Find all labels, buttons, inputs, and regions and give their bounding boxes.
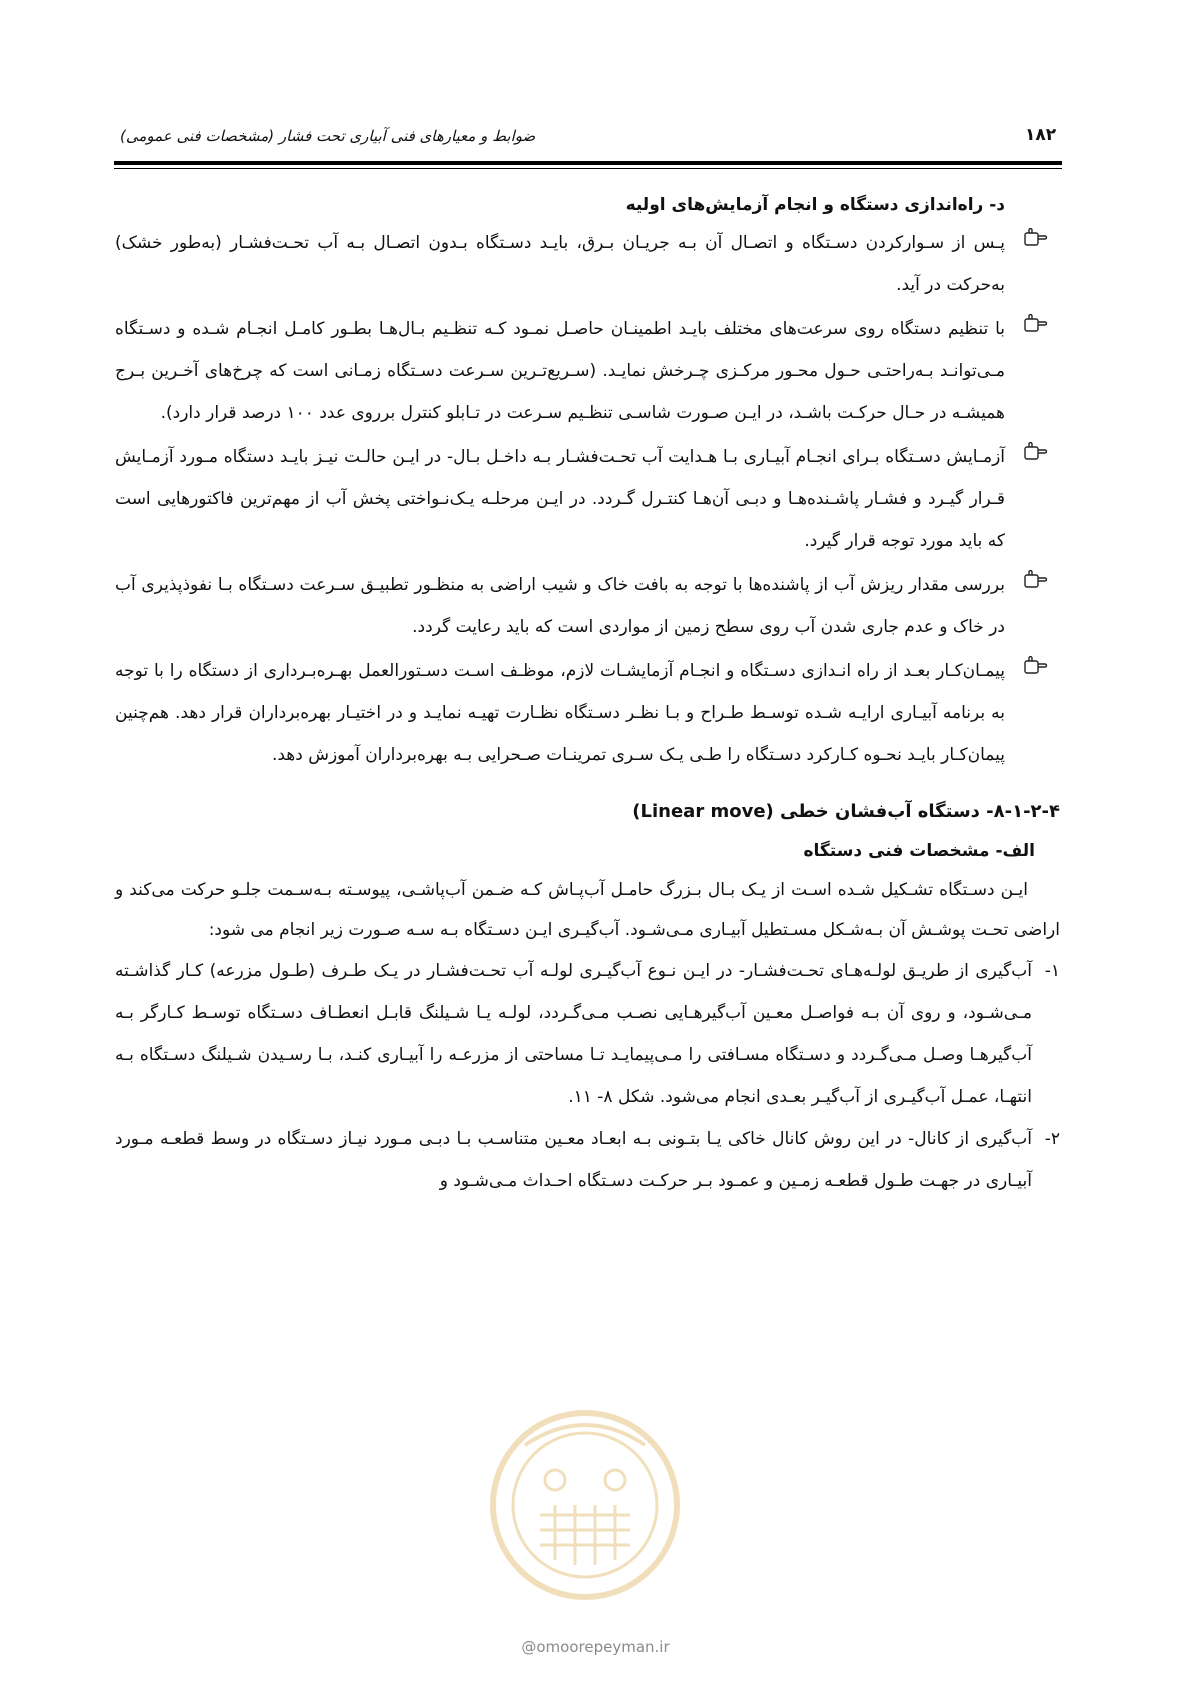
watermark-seal-icon	[485, 1405, 685, 1605]
sub-section-heading: الف- مشخصات فنی دستگاه	[803, 841, 1035, 861]
numbered-item	[115, 950, 1060, 1118]
pointing-hand-icon	[1024, 314, 1048, 336]
item-text: آب‌گیری از طریـق لولـه‌هـای تحـت‌فشـار- در ایـن نـوع آب‌گیـری لولـه آب تحـت‌فشـار در یـک طـرف (طـول مزرعه) کـار گذاشـته مـی‌شـود، و روی آن بـه فواصـل معـین آب‌گیرهـایی نصـب مـی‌گـردد، لولـه یـا شـیلنگ قابـل انعطـاف دسـتگاه توسـط کـارگر بـه آب‌گیرهـا وصـل مـی‌گـردد و دسـتگاه مسـافتی را مـی‌پیمایـد تـا مساحتی از مزرعـه را آبیـاری کنـد، بـا رسـیدن شـیلنگ دسـتگاه بـه انتهـا، عمـل آب‌گیـری از آب‌گیـر بعـدی انجام می‌شود. شکل ۸- ۱۱.	[115, 961, 1032, 1107]
pointing-hand-icon	[1024, 442, 1048, 464]
main-section-heading: ۸-۱-۲-۴- دستگاه آب‌فشان خطی (Linear move)	[632, 801, 1060, 822]
numbered-item	[115, 1118, 1060, 1202]
bullet-item	[115, 436, 1060, 562]
item-number: ۱-	[1044, 961, 1060, 981]
watermark-url: @omoorepeyman.ir	[521, 1638, 670, 1656]
intro-paragraph: ایـن دسـتگاه تشـکیل شـده اسـت از یـک بـال بـزرگ حامـل آب‌پـاش کـه ضـمن آب‌پاشـی، پیوسـته بـه‌سـمت جلـو حرکت می‌کند و اراضی تحـت پوشـش آن بـه‌شـکل مسـتطیل آبیـاری مـی‌شـود. آب‌گیـری ایـن دسـتگاه بـه سـه صـورت زیر انجام می شود:	[115, 880, 1060, 940]
section-heading: د- راه‌اندازی دستگاه و انجام آزمایش‌های اولیه	[625, 195, 1005, 215]
page-content	[115, 188, 1060, 1202]
bullet-item	[115, 564, 1060, 648]
pointing-hand-icon	[1024, 570, 1048, 592]
bullet-text: آزمـایش دسـتگاه بـرای انجـام آبیـاری بـا هـدایت آب تحـت‌فشـار بـه داخـل بـال- در ایـن حالـت نیـز بایـد دستگاه مـورد آزمـایش قـرار گیـرد و فشـار پاشـنده‌هـا و دبـی آن‌هـا کنتـرل گـردد. در ایـن مرحلـه یـک‌نـواختی پخش آب از مهم‌ترین فاکتورهایی است که باید مورد توجه قرار گیرد.	[115, 447, 1005, 551]
item-number: ۲-	[1044, 1129, 1060, 1149]
item-text: آب‌گیری از کانال- در این روش کانال خاکی یـا بتـونی بـه ابعـاد معـین متناسـب بـا دبـی مـورد نیـاز دسـتگاه در وسط قطعـه مـورد آبیـاری در جهـت طـول قطعـه زمـین و عمـود بـر حرکـت دسـتگاه احـداث مـی‌شـود و	[115, 1129, 1032, 1191]
bullet-item	[115, 650, 1060, 776]
running-header-title: ضوابط و معیارهای فنی آبیاری تحت فشار (مشخصات فنی عمومی)	[120, 127, 536, 145]
page-number: ۱۸۲	[1025, 125, 1057, 145]
bullet-text: بررسی مقدار ریزش آب از پاشنده‌ها با توجه به بافت خاک و شیب اراضی به منظـور تطبیـق سـرعت دسـتگاه بـا نفوذپذیری آب در خاک و عدم جاری شدن آب روی سطح زمین از مواردی است که باید رعایت گردد.	[115, 575, 1005, 637]
header-rule-thin	[114, 168, 1062, 169]
bullet-list	[115, 222, 1060, 776]
bullet-text: پیمـان‌کـار بعـد از راه انـدازی دسـتگاه و انجـام آزمایشـات لازم، موظـف اسـت دسـتورالعمل بهـره‌بـرداری از دستگاه را با توجه به برنامه آبیـاری ارایـه شـده توسـط طـراح و بـا نظـر دسـتگاه نظـارت تهیـه نمایـد و در اختیـار بهره‌برداران قرار دهد. هم‌چنین پیمان‌کـار بایـد نحـوه کـارکرد دسـتگاه را طـی یـک سـری تمرینـات صـحرایی بـه بهره‌برداران آموزش دهد.	[115, 661, 1005, 765]
bullet-item	[115, 222, 1060, 306]
pointing-hand-icon	[1024, 228, 1048, 250]
pointing-hand-icon	[1024, 656, 1048, 678]
header-rule	[114, 161, 1062, 165]
bullet-text: پـس از سـوارکردن دسـتگاه و اتصـال آن بـه جریـان بـرق، بایـد دسـتگاه بـدون اتصـال بـه آب تحـت‌فشـار (به‌طور خشک) به‌حرکت در آید.	[115, 233, 1005, 295]
bullet-item	[115, 308, 1060, 434]
numbered-list	[115, 950, 1060, 1202]
bullet-text: با تنظیم دستگاه روی سرعت‌های مختلف بایـد اطمینـان حاصـل نمـود کـه تنظـیم بـال‌هـا بطـور کامـل انجـام شـده و دسـتگاه مـی‌توانـد بـه‌راحتـی حـول محـور مرکـزی چـرخش نمایـد. (سـریع‌تـرین سـرعت دسـتگاه زمـانی است که چرخ‌های آخـرین بـرج همیشـه در حـال حرکـت باشـد، در ایـن صـورت شاسـی تنظـیم سـرعت در تـابلو کنترل برروی عدد ۱۰۰ درصد قرار دارد).	[115, 319, 1005, 423]
